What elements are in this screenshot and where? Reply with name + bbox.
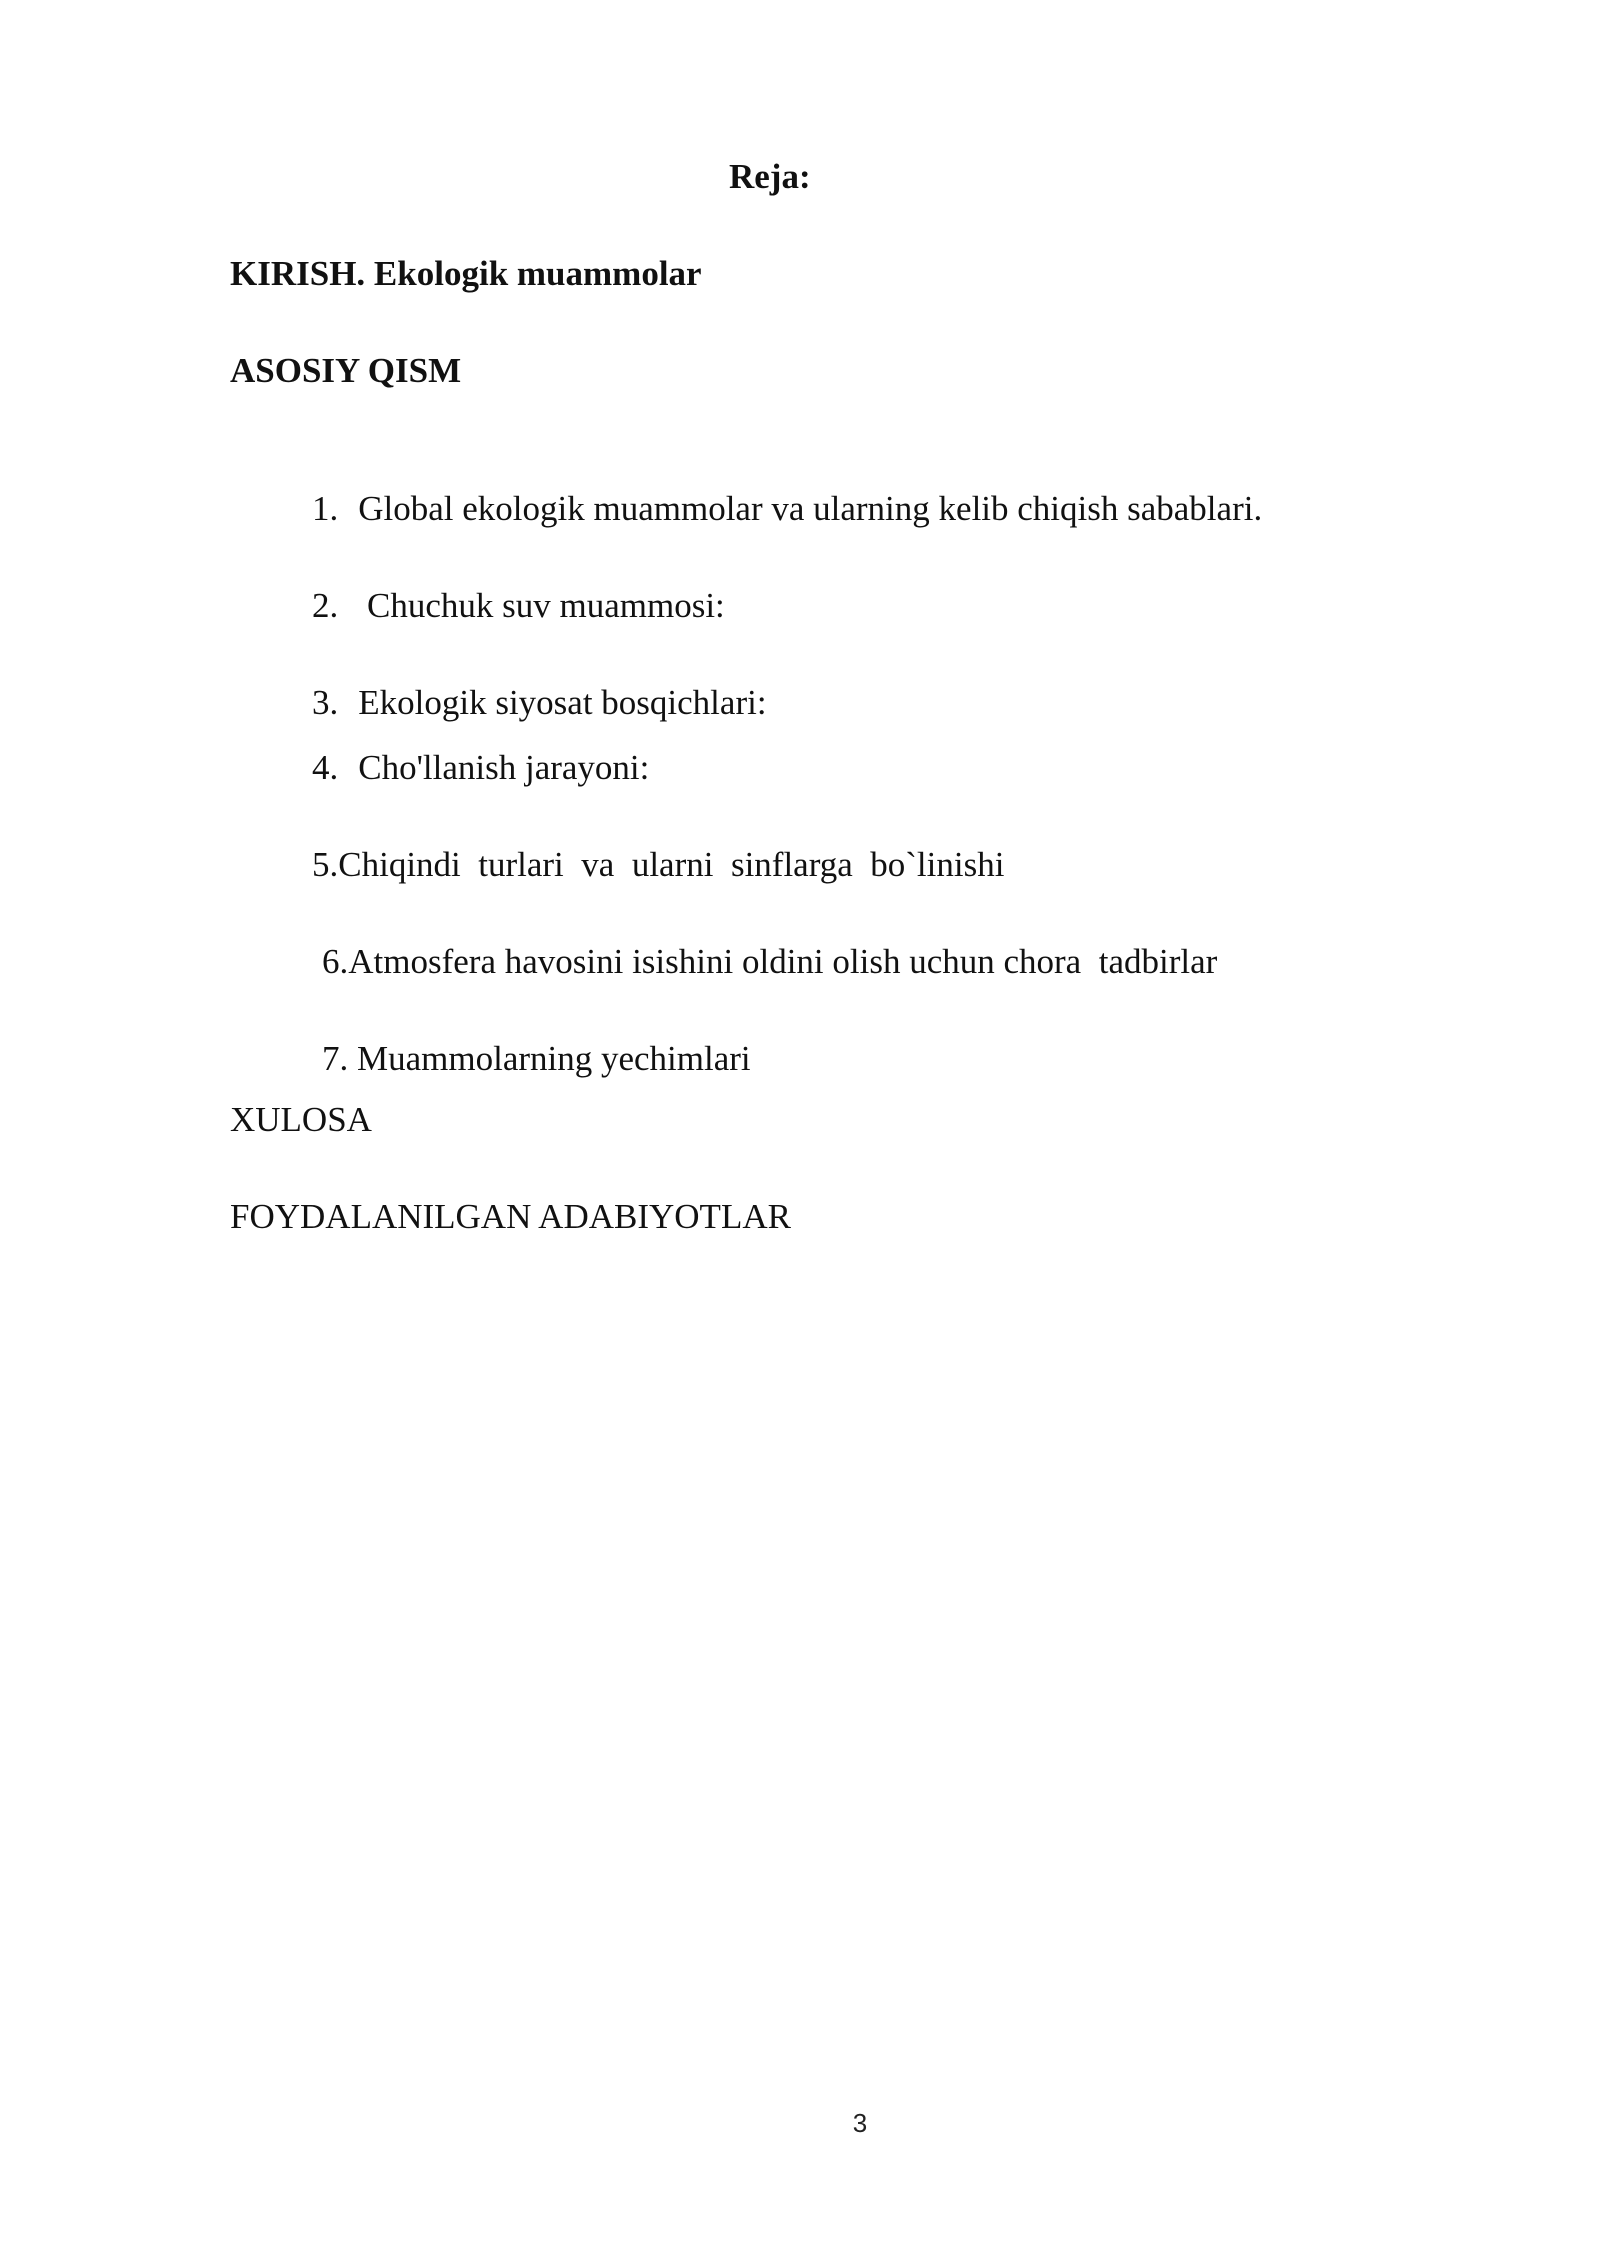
list-item-number: 3. bbox=[312, 683, 339, 722]
list-item-text: Cho'llanish jarayoni: bbox=[358, 748, 650, 787]
list-item-number: 1. bbox=[312, 489, 339, 528]
conclusion-heading: XULOSA bbox=[230, 1100, 372, 1139]
list-item-number: 4. bbox=[312, 748, 339, 787]
list-item-number: 7. bbox=[322, 1039, 349, 1078]
list-item-number: 2. bbox=[312, 586, 339, 625]
list-item-text: Chuchuk suv muammosi: bbox=[358, 586, 725, 625]
page-number: 3 bbox=[852, 2108, 868, 2138]
list-item-text: Muammolarning yechimlari bbox=[348, 1039, 751, 1078]
list-item-text: Global ekologik muammolar va ularning kelib chiqish sabablari. bbox=[358, 489, 1263, 528]
page-title: Reja: bbox=[729, 157, 811, 196]
references-heading: FOYDALANILGAN ADABIYOTLAR bbox=[230, 1197, 791, 1236]
list-item-text: Ekologik siyosat bosqichlari: bbox=[358, 683, 767, 722]
list-item-text: Atmosfera havosini isishini oldini olish uchun chora tadbirlar bbox=[348, 942, 1218, 981]
list-item-number: 5. bbox=[312, 845, 339, 884]
main-section-heading: ASOSIY QISM bbox=[230, 351, 462, 390]
intro-heading: KIRISH. Ekologik muammolar bbox=[230, 254, 702, 293]
list-item-number: 6. bbox=[322, 942, 349, 981]
list-item-text: Chiqindi turlari va ularni sinflarga bo`linishi bbox=[338, 845, 1005, 884]
